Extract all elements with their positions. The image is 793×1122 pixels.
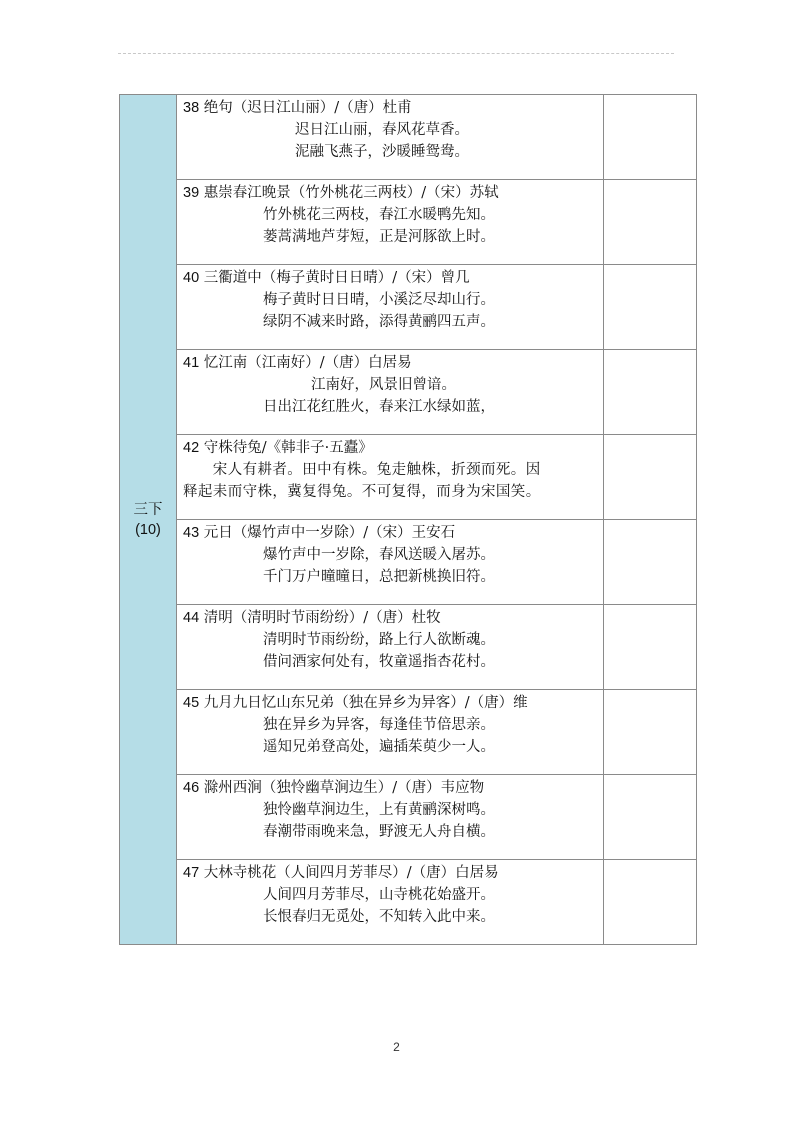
poem-cell [177, 265, 604, 350]
poem-cell [177, 435, 604, 520]
poem-heading-text: 清明（清明时节雨纷纷）/（唐）杜牧 [199, 610, 441, 626]
poem-heading-text: 元日（爆竹声中一岁除）/（宋）王安石 [199, 525, 456, 541]
poem-number: 43 [183, 525, 200, 541]
poem-cell [177, 690, 604, 775]
poem-line: 日出江花红胜火，春来江水绿如蓝， [263, 399, 495, 415]
poem-line: 遥知兄弟登高处，遍插茱萸少一人。 [263, 739, 495, 755]
poem-cell [177, 860, 604, 945]
note-cell [604, 95, 697, 180]
poem-cell [177, 520, 604, 605]
poem-line: 清明时节雨纷纷，路上行人欲断魂。 [263, 632, 495, 648]
poem-number: 38 [183, 100, 200, 116]
poem-line: 千门万户曈曈日，总把新桃换旧符。 [263, 569, 495, 585]
poem-line: 独在异乡为异客，每逢佳节倍思亲。 [263, 717, 495, 733]
poem-cell [177, 775, 604, 860]
poem-number: 42 [183, 440, 200, 456]
poem-row [120, 690, 697, 775]
poem-row [120, 605, 697, 690]
poem-line: 春潮带雨晚来急，野渡无人舟自横。 [263, 824, 495, 840]
poem-line: 迟日江山丽，春风花草香。 [295, 122, 469, 138]
grade-label: 三下 [133, 501, 163, 518]
poem-row [120, 265, 697, 350]
poem-title [183, 692, 597, 714]
poem-heading-text: 大林寺桃花（人间四月芳菲尽）/（唐）白居易 [199, 865, 499, 881]
poem-cell [177, 95, 604, 180]
poem-row [120, 860, 697, 945]
poem-line: 独怜幽草涧边生，上有黄鹂深树鸣。 [263, 802, 495, 818]
poem-line: 蒌蒿满地芦芽短，正是河豚欲上时。 [263, 229, 495, 245]
poem-title [183, 607, 597, 629]
poem-cell [177, 350, 604, 435]
note-cell [604, 605, 697, 690]
poem-title [183, 437, 597, 459]
note-cell [604, 435, 697, 520]
poem-number: 40 [183, 270, 200, 286]
poem-row [120, 350, 697, 435]
poem-number: 44 [183, 610, 200, 626]
poem-heading-text: 绝句（迟日江山丽）/（唐）杜甫 [199, 100, 412, 116]
poem-row [120, 435, 697, 520]
poem-heading-text: 三衢道中（梅子黄时日日晴）/（宋）曾几 [199, 270, 470, 286]
poem-line: 长恨春归无觅处，不知转入此中来。 [263, 909, 495, 925]
poem-heading-text: 惠崇春江晚景（竹外桃花三两枝）/（宋）苏轼 [199, 185, 499, 201]
poem-line: 人间四月芳菲尽，山寺桃花始盛开。 [263, 887, 495, 903]
poem-row [120, 775, 697, 860]
grade-cell [120, 95, 177, 945]
prose-line: 释起耒而守株，冀复得兔。不可复得，而身为宋国笑。 [183, 484, 541, 500]
poem-number: 39 [183, 185, 200, 201]
poem-cell [177, 180, 604, 265]
note-cell [604, 265, 697, 350]
poem-number: 41 [183, 355, 200, 371]
note-cell [604, 775, 697, 860]
poem-line: 爆竹声中一岁除，春风送暖入屠苏。 [263, 547, 495, 563]
poem-title [183, 182, 597, 204]
poem-row [120, 180, 697, 265]
poem-heading-text: 守株待兔/《韩非子·五蠹》 [199, 440, 373, 456]
poem-title [183, 777, 597, 799]
note-cell [604, 180, 697, 265]
poem-line: 泥融飞燕子，沙暖睡鸳鸯。 [295, 144, 469, 160]
poem-number: 47 [183, 865, 200, 881]
poem-title [183, 352, 597, 374]
poem-title [183, 522, 597, 544]
poem-row [120, 95, 697, 180]
poem-title [183, 862, 597, 884]
grade-count: (10) [135, 521, 161, 538]
note-cell [604, 520, 697, 605]
poem-number: 46 [183, 780, 200, 796]
poem-number: 45 [183, 695, 200, 711]
header-rule [118, 53, 674, 54]
page-number: 2 [393, 1040, 400, 1054]
poem-line: 江南好，风景旧曾谙。 [311, 377, 456, 393]
poem-line: 梅子黄时日日晴，小溪泛尽却山行。 [263, 292, 495, 308]
poem-table [119, 94, 697, 945]
note-cell [604, 350, 697, 435]
poem-heading-text: 忆江南（江南好）/（唐）白居易 [199, 355, 412, 371]
prose-line: 宋人有耕者。田中有株。兔走触株，折颈而死。因 [183, 462, 541, 478]
note-cell [604, 690, 697, 775]
poem-line: 绿阴不减来时路，添得黄鹂四五声。 [263, 314, 495, 330]
poem-line: 竹外桃花三两枝，春江水暖鸭先知。 [263, 207, 495, 223]
note-cell [604, 860, 697, 945]
poem-row [120, 520, 697, 605]
poem-title [183, 267, 597, 289]
poem-cell [177, 605, 604, 690]
poem-heading-text: 滁州西涧（独怜幽草涧边生）/（唐）韦应物 [199, 780, 485, 796]
poem-title [183, 97, 597, 119]
poem-line: 借问酒家何处有，牧童遥指杏花村。 [263, 654, 495, 670]
poem-heading-text: 九月九日忆山东兄弟（独在异乡为异客）/（唐）维 [199, 695, 528, 711]
